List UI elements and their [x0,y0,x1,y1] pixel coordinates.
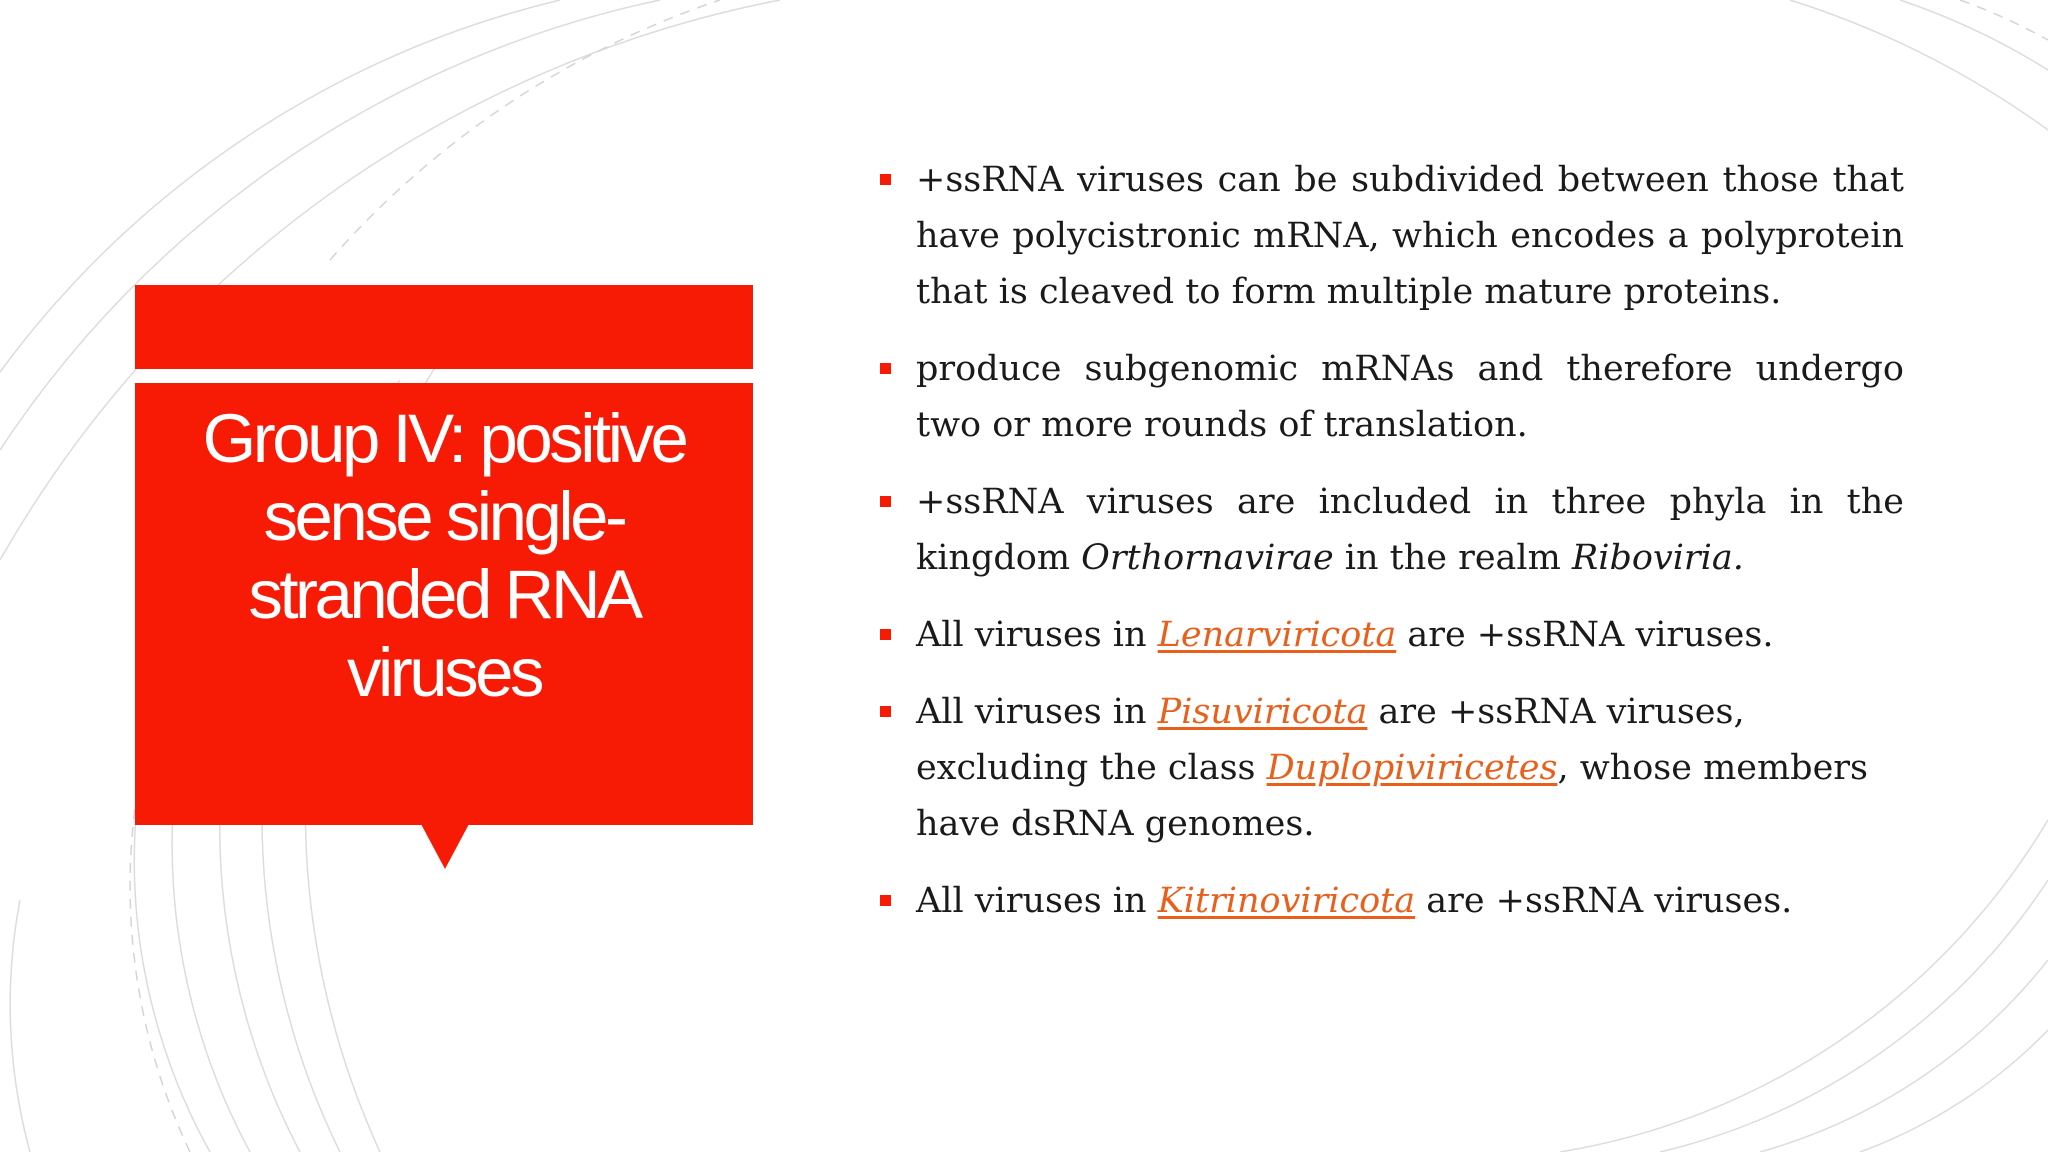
lenarviricota-link[interactable]: Lenarviricota [1157,615,1397,655]
bullet-item [880,341,1904,453]
square-bullet-icon [880,363,891,374]
bullet-text: All viruses in [916,881,1158,921]
bullet-item [880,873,1904,929]
title-line: viruses [346,634,542,711]
duplopiviricetes-link[interactable]: Duplopiviricetes [1266,748,1558,788]
square-bullet-icon [880,895,891,906]
bullet-item [880,474,1904,586]
kingdom-name: Orthornavirae [1081,538,1334,578]
square-bullet-icon [880,496,891,507]
bullet-item [880,607,1904,663]
title-line: stranded RNA [248,556,640,633]
bullet-text: All viruses in [916,615,1158,655]
bullet-text: are +ssRNA viruses. [1415,881,1793,921]
bullet-item [880,684,1904,852]
bullet-text: are +ssRNA viruses. [1396,615,1774,655]
realm-name: Riboviria. [1571,538,1744,578]
square-bullet-icon [880,174,891,185]
bullet-text: in the realm [1333,538,1572,578]
bullet-text: , whose members have dsRNA genomes. [916,748,1868,844]
pisuviricota-link[interactable]: Pisuviricota [1157,692,1368,732]
bullet-item [880,152,1904,320]
bullet-text: +ssRNA viruses can be subdivided between those that have polycistronic mRNA, which encodes a polyprotein that is cleaved to form multiple mature proteins. [916,160,1904,312]
bullet-text: +ssRNA viruses are included in three phyla in the kingdom [916,482,1904,578]
bullet-text: All viruses in [916,692,1158,732]
title-box-pointer [421,824,469,869]
title-line: Group IV: positive [202,400,686,477]
bullet-text: produce subgenomic mRNAs and therefore undergo two or more rounds of translation. [916,349,1904,445]
bullet-list [880,152,1904,950]
kitrinoviricota-link[interactable]: Kitrinoviricota [1157,881,1416,921]
title-line: sense single- [263,478,625,555]
bullet-text: are +ssRNA viruses, excluding the class [916,692,1745,788]
square-bullet-icon [880,706,891,717]
slide-title [150,400,738,712]
square-bullet-icon [880,629,891,640]
title-accent-strip [135,285,753,369]
